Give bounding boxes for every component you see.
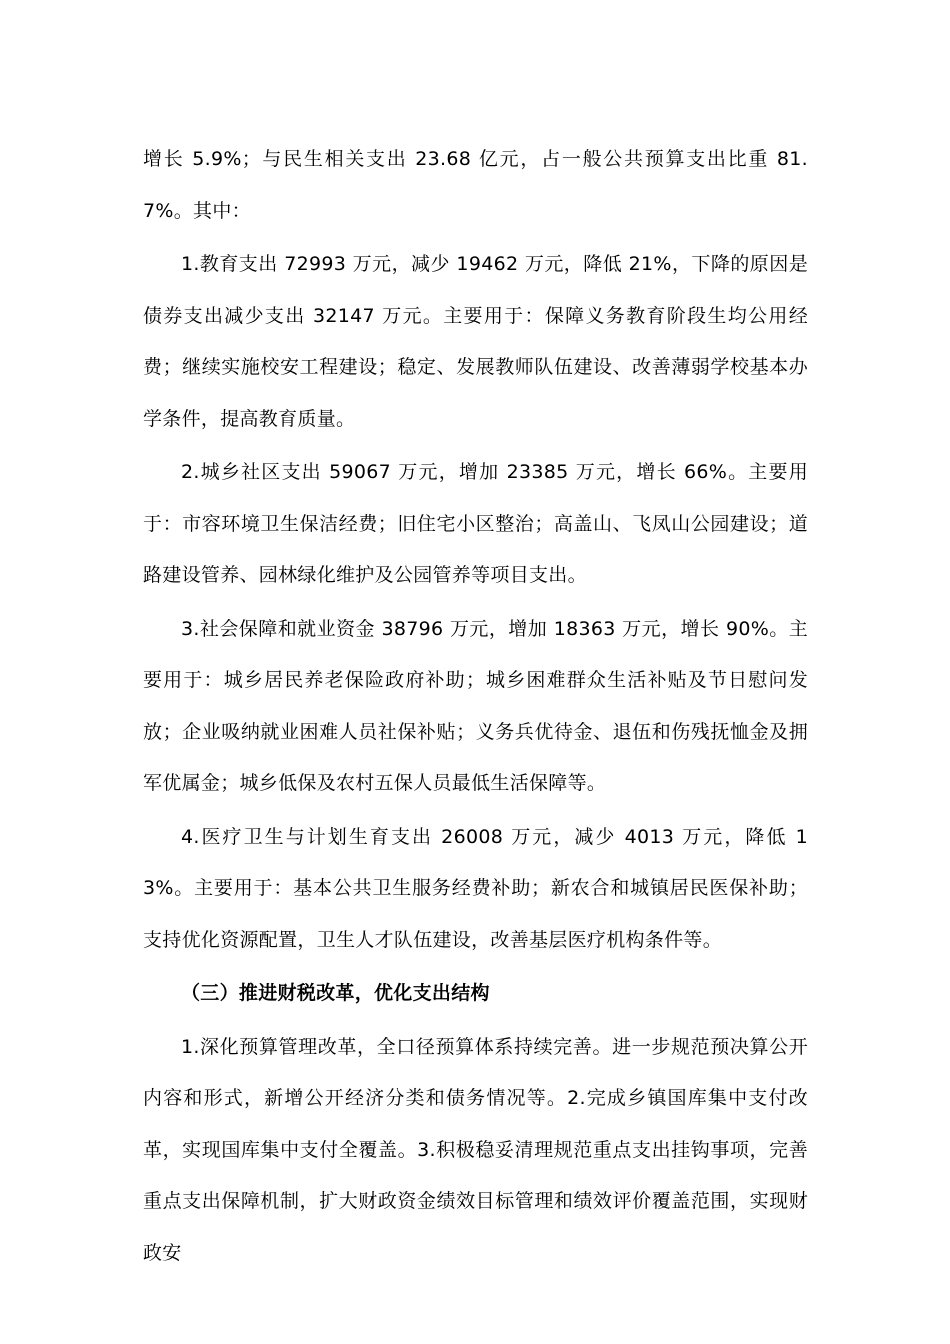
- paragraph-health: 4.医疗卫生与计划生育支出 26008 万元，减少 4013 万元，降低 13%。主要用于：基本公共卫生服务经费补助；新农合和城镇居民医保补助；支持优化资源配置，卫生人才队伍建设，改善基层医疗机构条件等。: [143, 825, 808, 951]
- paragraph-social-security: 3.社会保障和就业资金 38796 万元，增加 18363 万元，增长 90%。主要用于：城乡居民养老保险政府补助；城乡困难群众生活补贴及节日慰问发放；企业吸纳就业困难人员社保补贴；义务兵优待金、退伍和伤残抚恤金及拥军优属金；城乡低保及农村五保人员最低生活保障等。: [143, 617, 808, 794]
- paragraph-reform: 1.深化预算管理改革，全口径预算体系持续完善。进一步规范预决算公开内容和形式，新增公开经济分类和债务情况等。2.完成乡镇国库集中支付改革，实现国库集中支付全覆盖。3.积极稳妥清理规范重点支出挂钩事项，完善重点支出保障机制，扩大财政资金绩效目标管理和绩效评价覆盖范围，实现财政安: [143, 1035, 808, 1264]
- section-heading: （三）推进财税改革，优化支出结构: [181, 982, 490, 1004]
- paragraph-education: 1.教育支出 72993 万元，减少 19462 万元，降低 21%，下降的原因是债券支出减少支出 32147 万元。主要用于：保障义务教育阶段生均公用经费；继续实施校安工程建设；稳定、发展教师队伍建设、改善薄弱学校基本办学条件，提高教育质量。: [143, 253, 808, 430]
- paragraph-continuation: 增长 5.9%；与民生相关支出 23.68 亿元，占一般公共预算支出比重 81.7%。其中：: [143, 148, 808, 222]
- paragraph-urban-rural: 2.城乡社区支出 59067 万元，增加 23385 万元，增长 66%。主要用于：市容环境卫生保洁经费；旧住宅小区整治；高盖山、飞凤山公园建设；道路建设管养、园林绿化维护及公园管养等项目支出。: [143, 461, 808, 586]
